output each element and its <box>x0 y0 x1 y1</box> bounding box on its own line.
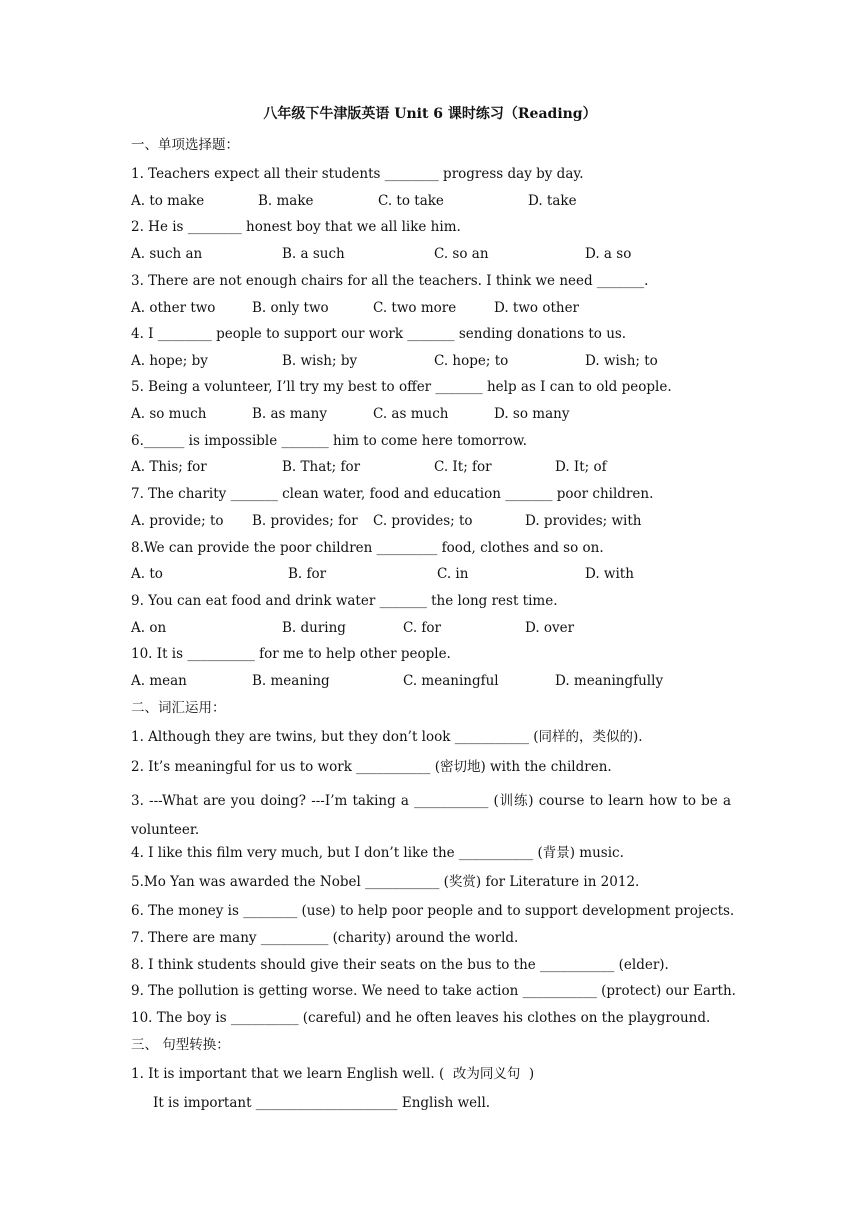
question-4: 4. I ________ people to support our work _______ sending donations to us. <box>131 326 627 342</box>
option-d: D. over <box>525 620 575 636</box>
option-a: A. provide; to <box>131 513 224 529</box>
transform-question-1: 1. It is important that we learn English well. ( 改为同义句 ) <box>131 1066 535 1082</box>
vocab-item: 9. The pollution is getting worse. We need to take action ___________ (protect) our Earth. <box>131 983 736 999</box>
option-c: C. in <box>437 566 469 582</box>
option-b: B. as many <box>252 406 327 422</box>
vocab-item: 10. The boy is __________ (careful) and he often leaves his clothes on the playground. <box>131 1010 711 1026</box>
option-c: C. provides; to <box>373 513 473 529</box>
vocab-item: 4. I like this film very much, but I don’t like the ___________ (背景) music. <box>131 845 624 861</box>
question-1: 1. Teachers expect all their students ________ progress day by day. <box>131 166 584 182</box>
option-b: B. That; for <box>282 459 361 475</box>
section-heading-1: 一、单项选择题： <box>131 137 239 153</box>
question-8: 8.We can provide the poor children _________ food, clothes and so on. <box>131 540 604 556</box>
section-heading-2: 二、词汇运用： <box>131 700 226 716</box>
option-a: A. hope; by <box>131 353 208 369</box>
option-b: B. make <box>258 193 314 209</box>
option-d: D. It; of <box>555 459 607 475</box>
option-b: B. provides; for <box>252 513 358 529</box>
section-heading-3: 三、 句型转换： <box>131 1037 230 1053</box>
option-c: C. two more <box>373 300 457 316</box>
option-d: D. wish; to <box>585 353 658 369</box>
option-c: C. It; for <box>434 459 492 475</box>
transform-answer-line-1: It is important _____________________ English well. <box>153 1095 491 1111</box>
option-a: A. other two <box>131 300 216 316</box>
option-b: B. for <box>288 566 327 582</box>
option-d: D. so many <box>494 406 570 422</box>
option-d: D. take <box>528 193 577 209</box>
option-a: A. to <box>131 566 163 582</box>
question-3: 3. There are not enough chairs for all the teachers. I think we need _______. <box>131 273 649 289</box>
worksheet-title: 八年级下牛津版英语 Unit 6 课时练习（Reading） <box>263 106 597 122</box>
option-a: A. such an <box>131 246 203 262</box>
option-c: C. for <box>403 620 442 636</box>
option-d: D. two other <box>494 300 580 316</box>
option-b: B. only two <box>252 300 329 316</box>
vocab-item: 6. The money is ________ (use) to help poor people and to support development projects. <box>131 903 735 919</box>
vocab-item: 1. Although they are twins, but they don’t look ___________ (同样的，类似的). <box>131 729 643 745</box>
question-10: 10. It is __________ for me to help other people. <box>131 646 451 662</box>
option-c: C. as much <box>373 406 449 422</box>
option-a: A. on <box>131 620 167 636</box>
option-b: B. wish; by <box>282 353 358 369</box>
vocab-item: 7. There are many __________ (charity) around the world. <box>131 930 519 946</box>
vocab-item: 8. I think students should give their seats on the bus to the ___________ (elder). <box>131 957 669 973</box>
option-d: D. meaningfully <box>555 673 664 689</box>
question-7: 7. The charity _______ clean water, food and education _______ poor children. <box>131 486 654 502</box>
question-2: 2. He is ________ honest boy that we all like him. <box>131 219 461 235</box>
question-9: 9. You can eat food and drink water _______ the long rest time. <box>131 593 558 609</box>
vocab-item: 2. It’s meaningful for us to work ___________ (密切地) with the children. <box>131 759 612 775</box>
option-a: A. to make <box>131 193 205 209</box>
option-d: D. provides; with <box>525 513 642 529</box>
option-d: D. with <box>585 566 634 582</box>
option-a: A. so much <box>131 406 207 422</box>
option-a: A. This; for <box>131 459 207 475</box>
option-b: B. meaning <box>252 673 330 689</box>
option-a: A. mean <box>131 673 187 689</box>
option-b: B. during <box>282 620 346 636</box>
option-c: C. meaningful <box>403 673 499 689</box>
question-5: 5. Being a volunteer, I’ll try my best to offer _______ help as I can to old people. <box>131 379 672 395</box>
vocab-item: 5.Mo Yan was awarded the Nobel ___________ (奖赏) for Literature in 2012. <box>131 874 640 890</box>
option-c: C. hope; to <box>434 353 509 369</box>
question-6: 6.______ is impossible _______ him to come here tomorrow. <box>131 433 527 449</box>
option-b: B. a such <box>282 246 345 262</box>
option-c: C. so an <box>434 246 489 262</box>
vocab-item: 3. ---What are you doing? ---I’m taking a ___________ (训练) course to learn how to be a volunteer. <box>131 793 731 838</box>
option-c: C. to take <box>378 193 444 209</box>
option-d: D. a so <box>585 246 632 262</box>
